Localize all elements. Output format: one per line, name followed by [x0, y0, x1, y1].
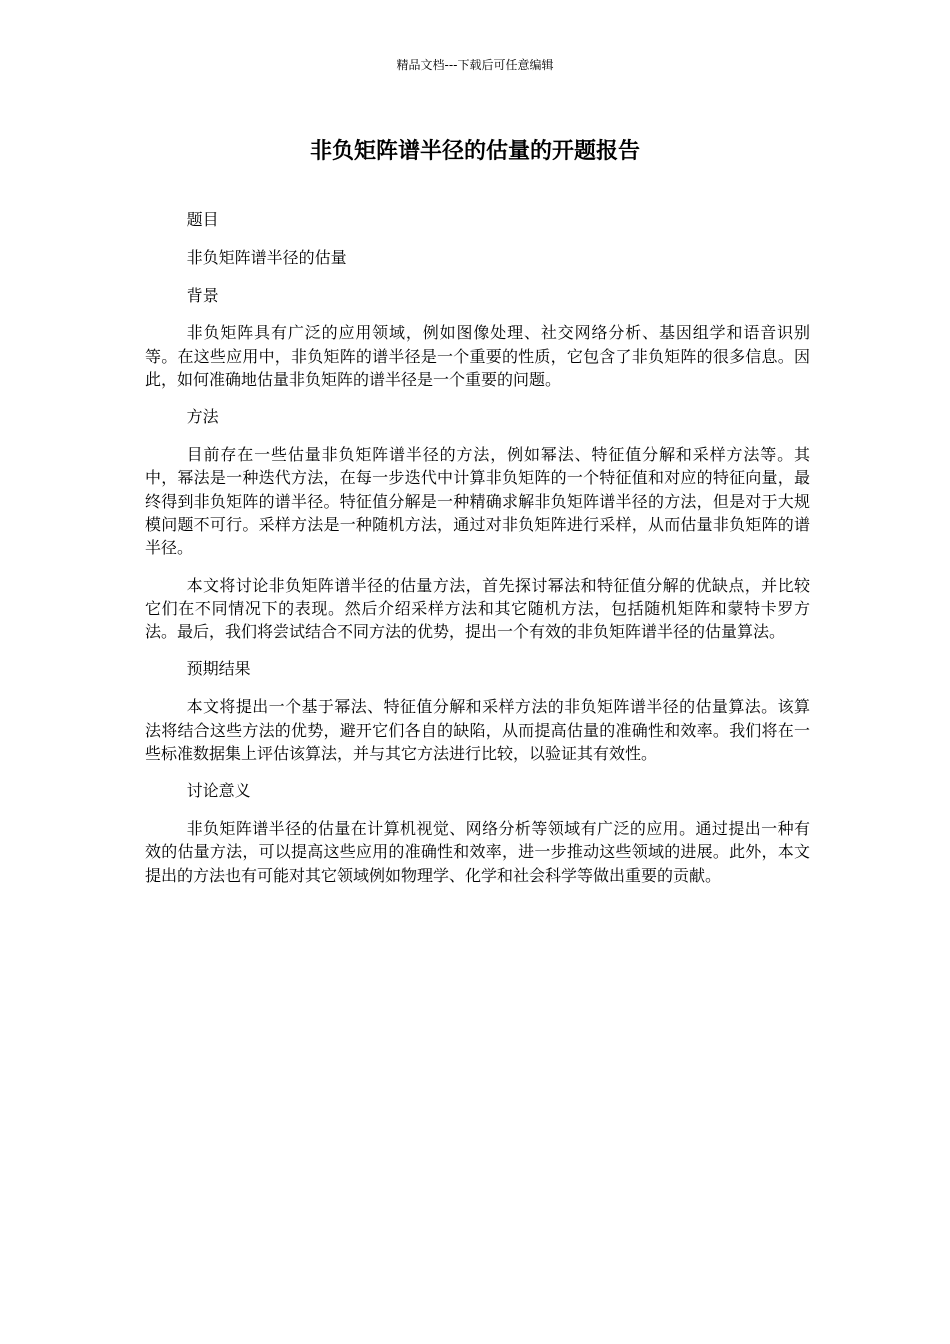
header-note: 精品文档---下载后可任意编辑 — [396, 58, 554, 72]
topic-text: 非负矩阵谱半径的估量 — [186, 247, 347, 267]
document-title: 非负矩阵谱半径的估量的开题报告 — [309, 139, 640, 164]
section-heading-significance: 讨论意义 — [186, 781, 251, 801]
section-heading-results: 预期结果 — [186, 659, 251, 679]
background-paragraph: 非负矩阵具有广泛的应用领域，例如图像处理、社交网络分析、基因组学和语音识别等。在这些应用中，非负矩阵的谱半径是一个重要的性质，它包含了非负矩阵的很多信息。因此，如何准确地估量非负矩阵的谱半径是一个重要的问题。 — [145, 323, 810, 389]
method-paragraph-1: 目前存在一些估量非负矩阵谱半径的方法，例如幂法、特征值分解和采样方法等。其中，幂法是一种迭代方法，在每一步迭代中计算非负矩阵的一个特征值和对应的特征向量，最终得到非负矩阵的谱半径。特征值分解是一种精确求解非负矩阵谱半径的方法，但是对于大规模问题不可行。采样方法是一种随机方法，通过对非负矩阵进行采样，从而估量非负矩阵的谱半径。 — [145, 445, 810, 558]
results-paragraph: 本文将提出一个基于幂法、特征值分解和采样方法的非负矩阵谱半径的估量算法。该算法将结合这些方法的优势，避开它们各自的缺陷，从而提高估量的准确性和效率。我们将在一些标准数据集上评估该算法，并与其它方法进行比较，以验证其有效性。 — [145, 697, 810, 763]
section-heading-background: 背景 — [186, 285, 219, 305]
section-heading-method: 方法 — [186, 407, 219, 427]
method-paragraph-2: 本文将讨论非负矩阵谱半径的估量方法，首先探讨幂法和特征值分解的优缺点，并比较它们在不同情况下的表现。然后介绍采样方法和其它随机方法，包括随机矩阵和蒙特卡罗方法。最后，我们将尝试结合不同方法的优势，提出一个有效的非负矩阵谱半径的估量算法。 — [145, 575, 810, 642]
section-heading-topic: 题目 — [186, 210, 219, 229]
significance-paragraph: 非负矩阵谱半径的估量在计算机视觉、网络分析等领域有广泛的应用。通过提出一种有效的估量方法，可以提高这些应用的准确性和效率，进一步推动这些领域的进展。此外，本文提出的方法也有可能对其它领域例如物理学、化学和社会科学等做出重要的贡献。 — [145, 818, 810, 885]
document-body — [145, 208, 810, 901]
